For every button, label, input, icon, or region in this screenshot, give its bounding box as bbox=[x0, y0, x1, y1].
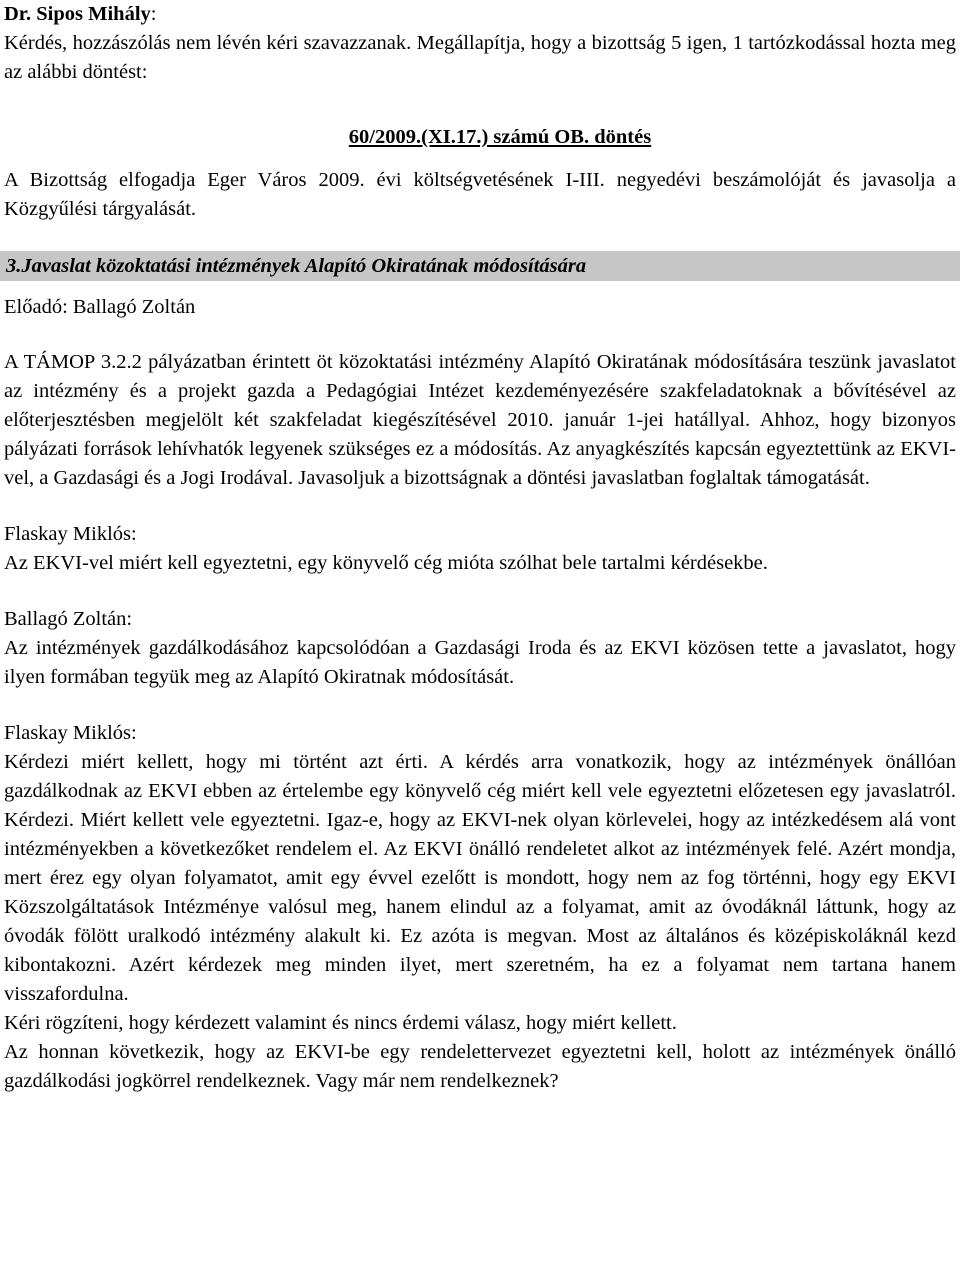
intro-speaker-name: Dr. Sipos Mihály bbox=[4, 3, 151, 25]
decision-title: 60/2009.(XI.17.) számú OB. döntés bbox=[348, 126, 652, 148]
dialogue-paragraph: Kérdezi miért kellett, hogy mi történt azt érti. A kérdés arra vonatkozik, hogy az intézmények önállóan gazdálkodnak az EKVI ebben az értelembe egy könyvelő cég miért kell vele egyeztetni előzetesen egy javaslatról. Kérdezi. Miért kellett vele egyeztetni. Igaz-e, hogy az EKVI-nek olyan körlevelei, hogy az intézkedésem alá vont intézményekben a következőket rendelem el. Az EKVI önálló rendeletet alkot az intézmények felé. Azért mondja, mert érez egy olyan folyamatot, amit egy évvel ezelőtt is mondott, hogy nem az fog történni, hogy egy EKVI Közszolgáltatások Intézménye valósul meg, hanem elindul az a folyamat, amit az óvodáknál láttunk, hogy az óvodák fölött uralkodó intézmény alakult ki. Ez azóta is megvan. Most az általános és középiskoláknál kezd kibontakozni. Azért kérdezek meg minden ilyet, mert szeretném, ha ez a folyamat nem tartana hanem visszafordulna. bbox=[4, 751, 956, 1005]
dialogue-paragraph: Kéri rögzíteni, hogy kérdezett valamint és nincs érdemi válasz, hogy miért kellett. bbox=[4, 1012, 677, 1034]
section-presenter: Előadó: Ballagó Zoltán bbox=[4, 296, 196, 318]
dialogue-paragraph: Az honnan következik, hogy az EKVI-be egy rendelettervezet egyeztetni kell, holott az intézmények önálló gazdálkodási jogkörrel rendelkeznek. Vagy már nem rendelkeznek? bbox=[4, 1041, 956, 1092]
section-body: A TÁMOP 3.2.2 pályázatban érintett öt közoktatási intézmény Alapító Okiratának módosítására teszünk javaslatot az intézmény és a projekt gazda a Pedagógiai Intézet kezdeményezésére szakfeladatoknak a bővítésével az előterjesztésben megjelölt két szakfeladat kiegészítésével 2010. január 1-jei hatállyal. Ahhoz, hogy bizonyos pályázati források lehívhatók legyenek szükséges ez a módosítás. Az anyagkészítés kapcsán egyeztettünk az EKVI-vel, a Gazdasági és a Jogi Irodával. Javasoljuk a bizottságnak a döntési javaslatban foglaltak támogatását. bbox=[4, 351, 956, 489]
dialogue-paragraph: Az EKVI-vel miért kell egyeztetni, egy könyvelő cég mióta szólhat bele tartalmi kérdésekbe. bbox=[4, 552, 768, 574]
dialogue-paragraph: Az intézmények gazdálkodásához kapcsolódóan a Gazdasági Iroda és az EKVI közösen tette a javaslatot, hogy ilyen formában tegyük meg az Alapító Okiratnak módosítását. bbox=[4, 637, 956, 688]
dialogue-speaker: Flaskay Miklós: bbox=[4, 722, 137, 744]
dialogue-speaker: Ballagó Zoltán: bbox=[4, 608, 133, 630]
intro-speaker bbox=[4, 0, 956, 29]
section-heading-bar bbox=[0, 251, 960, 281]
dialogue-speaker: Flaskay Miklós: bbox=[4, 523, 137, 545]
decision-text: A Bizottság elfogadja Eger Város 2009. évi költségvetésének I-III. negyedévi beszámolóját és javasolja a Közgyűlési tárgyalását. bbox=[4, 169, 956, 220]
intro-text: Kérdés, hozzászólás nem lévén kéri szavazzanak. Megállapítja, hogy a bizottság 5 igen, 1 tartózkodással hozta meg az alábbi döntést: bbox=[4, 32, 956, 83]
section-heading: 3.Javaslat közoktatási intézmények Alapító Okiratának módosítására bbox=[6, 255, 587, 277]
intro-speaker-colon: : bbox=[150, 3, 157, 25]
